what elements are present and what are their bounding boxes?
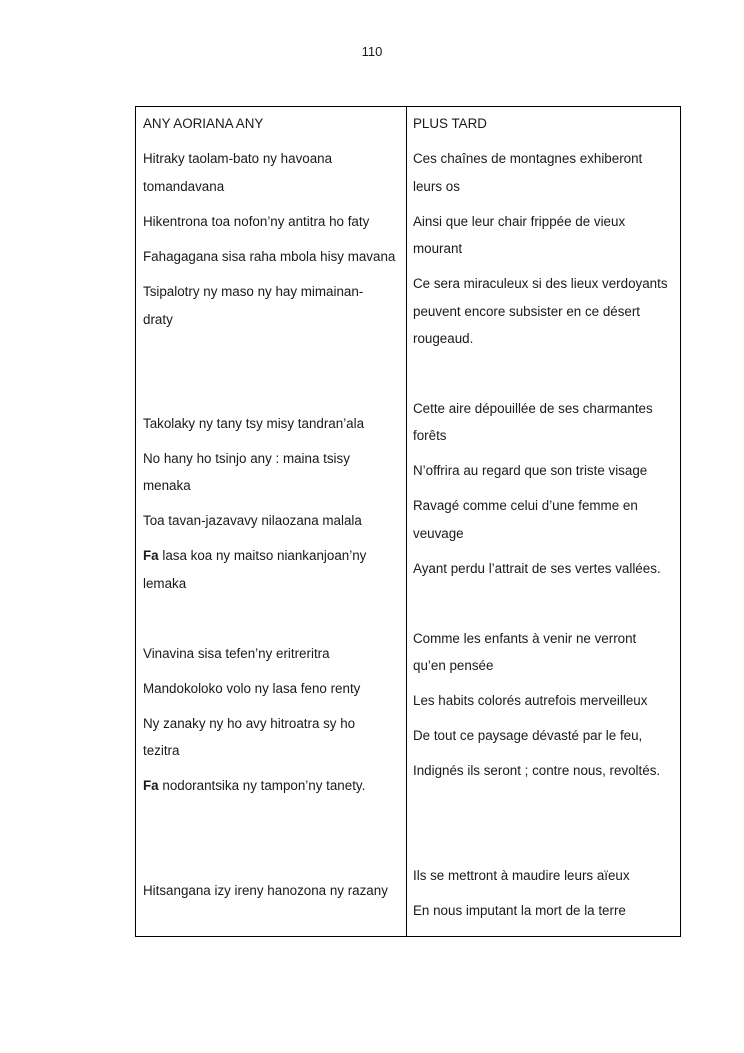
right-line: mourant	[413, 241, 463, 256]
left-line: No hany ho tsinjo any : maina tsisy	[143, 451, 350, 466]
right-line: rougeaud.	[413, 331, 474, 346]
left-line: tomandavana	[143, 179, 225, 194]
left-line: tezitra	[143, 743, 180, 758]
right-line: De tout ce paysage dévasté par le feu,	[413, 728, 643, 743]
poem-table	[135, 106, 681, 937]
right-line: peuvent encore subsister en ce désert	[413, 304, 641, 319]
right-line: Ces chaînes de montagnes exhiberont	[413, 151, 643, 166]
right-line: Ce sera miraculeux si des lieux verdoyants	[413, 276, 668, 291]
right-line: qu’en pensée	[413, 658, 494, 673]
left-line: Toa tavan-jazavavy nilaozana malala	[143, 513, 362, 528]
right-heading: PLUS TARD	[413, 116, 487, 131]
right-line: Cette aire dépouillée de ses charmantes	[413, 401, 653, 416]
left-heading: ANY AORIANA ANY	[143, 116, 264, 131]
left-line-text: nodorantsika ny tampon’ny tanety.	[162, 778, 366, 793]
left-line: Takolaky ny tany tsy misy tandran’ala	[143, 416, 365, 431]
right-line: Indignés ils seront ; contre nous, revoltés.	[413, 763, 661, 778]
left-line: Tsipalotry ny maso ny hay mimainan-	[143, 284, 364, 299]
column-divider	[406, 107, 407, 936]
bold-prefix: Fa	[143, 778, 159, 793]
right-line: Comme les enfants à venir ne verront	[413, 631, 637, 646]
right-line: forêts	[413, 428, 447, 443]
left-line-bold-start	[143, 548, 366, 564]
left-line: draty	[143, 312, 173, 327]
left-line: Ny zanaky ny ho avy hitroatra sy ho	[143, 716, 356, 731]
left-line: Hitraky taolam-bato ny havoana	[143, 151, 333, 166]
left-line: Hitsangana izy ireny hanozona ny razany	[143, 883, 388, 898]
left-line-text: lasa koa ny maitso niankanjoan’ny	[162, 548, 367, 563]
right-line: N’offrira au regard que son triste visage	[413, 463, 648, 478]
left-line-bold-start	[143, 778, 365, 794]
right-line: En nous imputant la mort de la terre	[413, 903, 626, 918]
right-line: Ainsi que leur chair frippée de vieux	[413, 214, 626, 229]
left-line: Vinavina sisa tefen’ny eritreritra	[143, 646, 330, 661]
right-line: Ayant perdu l’attrait de ses vertes vallées.	[413, 561, 661, 576]
bold-prefix: Fa	[143, 548, 159, 563]
right-line: Ils se mettront à maudire leurs aïeux	[413, 868, 630, 883]
right-line: Ravagé comme celui d’une femme en	[413, 498, 638, 513]
right-line: Les habits colorés autrefois merveilleux	[413, 693, 648, 708]
right-line: veuvage	[413, 526, 464, 541]
page-number: 110	[361, 44, 383, 59]
left-line: Hikentrona toa nofon’ny antitra ho faty	[143, 214, 370, 229]
left-line: Fahagagana sisa raha mbola hisy mavana	[143, 249, 396, 264]
left-line: lemaka	[143, 576, 187, 591]
left-line: menaka	[143, 478, 191, 493]
left-line: Mandokoloko volo ny lasa feno renty	[143, 681, 361, 696]
right-line: leurs os	[413, 179, 460, 194]
